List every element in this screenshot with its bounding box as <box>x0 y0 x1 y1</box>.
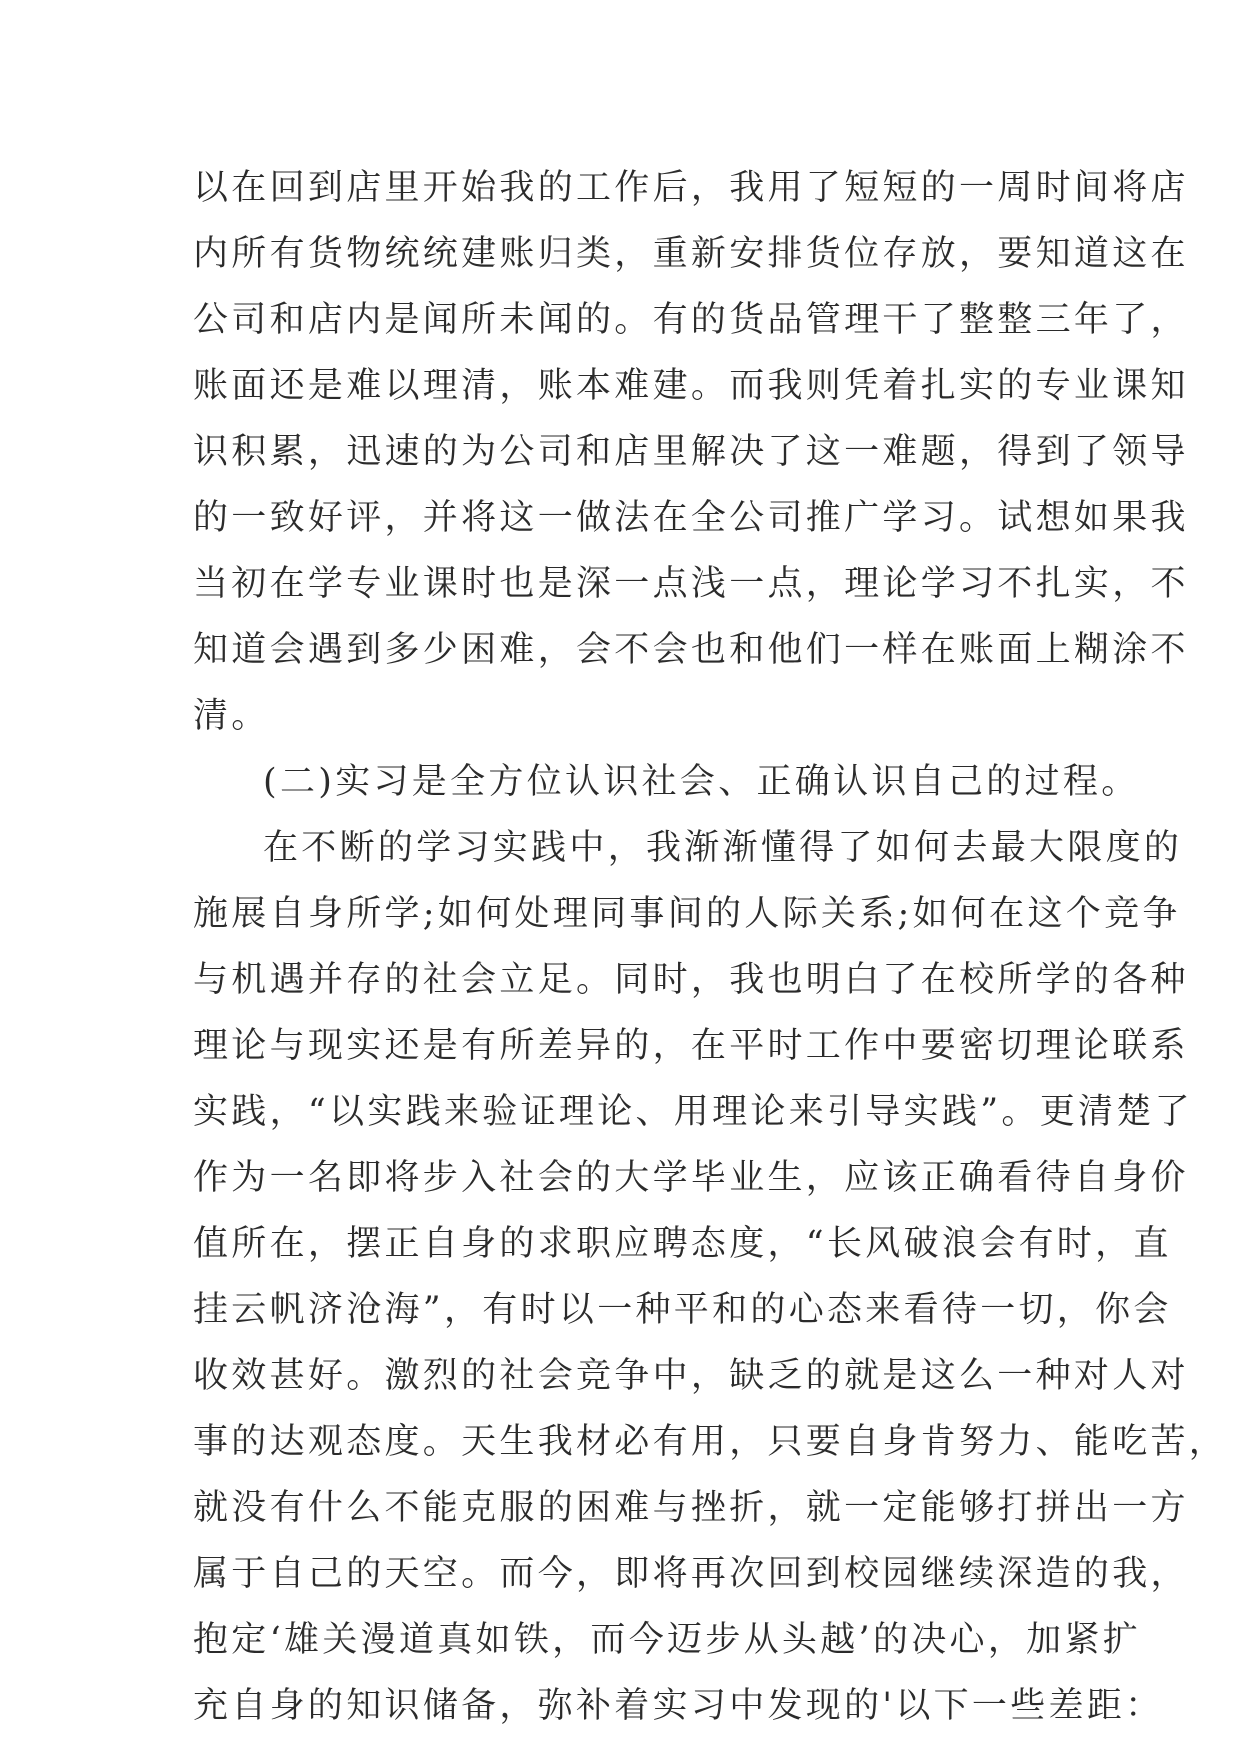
text-line: 以在回到店里开始我的工作后，我用了短短的一周时间将店 <box>193 168 1189 208</box>
text-line: 抱定‘雄关漫道真如铁，而今迈步从头越’的决心，加紧扩 <box>193 1620 1142 1660</box>
text-line: 收效甚好。激烈的社会竞争中，缺乏的就是这么一种对人对 <box>193 1356 1189 1396</box>
text-line: 值所在，摆正自身的求职应聘态度，“长风破浪会有时，直 <box>193 1224 1172 1264</box>
text-line: 充自身的知识储备，弥补着实习中发现的'以下一些差距： <box>193 1686 1164 1726</box>
text-line: 施展自身所学;如何处理同事间的人际关系;如何在这个竞争 <box>193 894 1181 934</box>
text-line: 就没有什么不能克服的困难与挫折，就一定能够打拼出一方 <box>193 1488 1189 1528</box>
text-line: 实践，“以实践来验证理论、用理论来引导实践”。更清楚了 <box>193 1092 1193 1132</box>
text-line: 的一致好评，并将这一做法在全公司推广学习。试想如果我 <box>193 498 1189 538</box>
text-line: 作为一名即将步入社会的大学毕业生，应该正确看待自身价 <box>193 1158 1189 1198</box>
text-line: 与机遇并存的社会立足。同时，我也明白了在校所学的各种 <box>193 960 1189 1000</box>
text-line: 事的达观态度。天生我材必有用，只要自身肯努力、能吃苦， <box>193 1422 1228 1462</box>
text-line: 清。 <box>193 696 270 736</box>
text-line: 识积累，迅速的为公司和店里解决了这一难题，得到了领导 <box>193 432 1189 472</box>
text-line: 挂云帆济沧海”，有时以一种平和的心态来看待一切，你会 <box>193 1290 1172 1330</box>
text-line: 知道会遇到多少困难，会不会也和他们一样在账面上糊涂不 <box>193 630 1189 670</box>
text-line: 当初在学专业课时也是深一点浅一点，理论学习不扎实，不 <box>193 564 1189 604</box>
body-text <box>193 155 1228 1739</box>
text-line: 内所有货物统统建账归类，重新安排货位存放，要知道这在 <box>193 234 1189 274</box>
section-heading: (二)实习是全方位认识社会、正确认识自己的过程。 <box>263 762 1140 802</box>
text-line: 在不断的学习实践中，我渐渐懂得了如何去最大限度的 <box>263 828 1183 868</box>
text-line: 公司和店内是闻所未闻的。有的货品管理干了整整三年了， <box>193 300 1189 340</box>
text-line: 账面还是难以理清，账本难建。而我则凭着扎实的专业课知 <box>193 366 1189 406</box>
text-line: 理论与现实还是有所差异的，在平时工作中要密切理论联系 <box>193 1026 1189 1066</box>
text-line: 属于自己的天空。而今，即将再次回到校园继续深造的我， <box>193 1554 1189 1594</box>
